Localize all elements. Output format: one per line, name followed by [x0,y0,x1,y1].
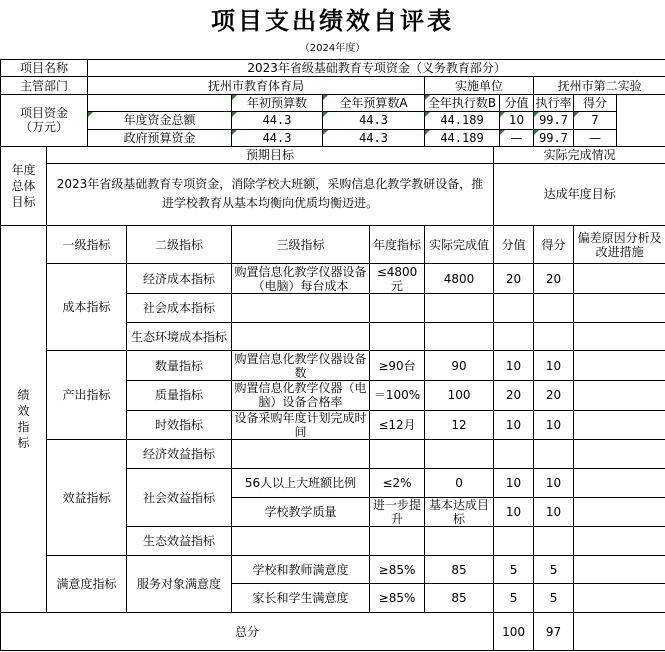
level1-satisfaction: 满意度指标 [47,555,127,612]
self-evaluation-table [0,59,665,651]
level2-social-benefit: 社会效益指标 [127,468,232,526]
level3-teaching-quality: 学校教学质量 [232,497,370,527]
score-value-large-class-ratio: 10 [494,468,534,497]
score-value-cost-per-unit: 20 [494,264,534,294]
header-score: 得分 [574,94,617,111]
score-parent-satisfaction: 5 [534,584,574,613]
header-level1: 一级指标 [47,225,127,264]
actual-completion: 达成年度目标 [494,164,665,225]
level3-cost-per-unit: 购置信息化教学仪器设备（电脑）每台成本 [232,264,370,294]
performance-indicators-label: 绩效指标 [1,225,47,612]
score-value-device-count: 10 [494,351,534,381]
level1-output: 产出指标 [47,351,127,440]
target-completion-time: ≤12月 [370,410,425,440]
expected-goal: 2023年省级基础教育专项资金，消除学校大班额，采购信息化教学教研设备，推进学校教育从基本均衡向优质均衡迈进。 [47,164,494,225]
header-score-value: 分值 [500,94,534,111]
level3-pass-rate: 购置信息化教学仪器（电脑）设备合格率 [232,380,370,410]
score-pass-rate: 20 [534,380,574,410]
year-label: （2024年度） [299,43,366,54]
target-large-class-ratio: ≤2% [370,468,425,497]
target-pass-rate: ＝100% [370,380,425,410]
header-annual-target: 年度指标 [370,225,425,264]
score-value-parent-satisfaction: 5 [494,584,534,613]
header-level2: 二级指标 [127,225,232,264]
project-name: 2023年省级基础教育专项资金（义务教育部分） [88,60,665,77]
project-name-label: 项目名称 [1,60,88,77]
target-parent-satisfaction: ≥85% [370,584,425,613]
implementing-unit: 抚州市第二实验 [534,77,665,94]
target-device-count: ≥90台 [370,351,425,381]
level2-economic-benefit: 经济效益指标 [127,440,232,469]
total-score-value: 100 [494,613,534,651]
actual-pass-rate: 100 [425,380,494,410]
actual-device-count: 90 [425,351,494,381]
department: 抚州市教育体育局 [88,77,425,94]
actual-completion-header: 实际完成情况 [494,146,665,163]
funds-row-gov-name: 政府预算资金 [88,129,232,146]
score-cost-per-unit: 20 [534,264,574,294]
level2-social-cost: 社会成本指标 [127,294,232,323]
level2-timeliness: 时效指标 [127,410,232,440]
funds-total-initial: 44.3 [232,112,323,129]
score-value-teacher-satisfaction: 5 [494,555,534,584]
funds-label: 项目资金 （万元） [1,94,88,146]
header-indicator-score-value: 分值 [494,225,534,264]
funds-total-annual: 44.3 [323,112,425,129]
level1-cost: 成本指标 [47,264,127,351]
score-value-completion-time: 10 [494,410,534,440]
department-label: 主管部门 [1,77,88,94]
funds-gov-score: — [574,129,617,146]
score-value-pass-rate: 20 [494,380,534,410]
level2-eco-cost: 生态环境成本指标 [127,322,232,351]
actual-teacher-satisfaction: 85 [425,555,494,584]
page-title: 项目支出绩效自评表 [211,6,454,35]
level3-parent-satisfaction: 家长和学生满意度 [232,584,370,613]
level3-teacher-satisfaction: 学校和教师满意度 [232,555,370,584]
funds-total-rate: 99.7 [534,112,574,129]
total-score: 97 [534,613,574,651]
level2-quality: 质量指标 [127,380,232,410]
target-teacher-satisfaction: ≥85% [370,555,425,584]
level2-eco-benefit: 生态效益指标 [127,527,232,556]
funds-total-score-value: 10 [500,112,534,129]
score-teacher-satisfaction: 5 [534,555,574,584]
actual-cost-per-unit: 4800 [425,264,494,294]
header-deviation: 偏差原因分析及改进措施 [574,225,665,264]
total-label: 总分 [1,613,494,651]
score-completion-time: 10 [534,410,574,440]
target-cost-per-unit: ≤4800元 [370,264,425,294]
score-value-teaching-quality: 10 [494,497,534,527]
header-annual-budget: 全年预算数A [323,94,425,111]
actual-completion-time: 12 [425,410,494,440]
funds-gov-score-value: — [500,129,534,146]
implementing-unit-label: 实施单位 [425,77,534,94]
header-initial-budget: 年初预算数 [232,94,323,111]
expected-goal-header: 预期目标 [47,146,494,163]
funds-gov-annual: 44.3 [323,129,425,146]
funds-gov-executed: 44.189 [425,129,500,146]
header-actual-value: 实际完成值 [425,225,494,264]
level2-economic-cost: 经济成本指标 [127,264,232,294]
header-indicator-score: 得分 [534,225,574,264]
funds-gov-rate: 99.7 [534,129,574,146]
score-large-class-ratio: 10 [534,468,574,497]
funds-gov-initial: 44.3 [232,129,323,146]
actual-large-class-ratio: 0 [425,468,494,497]
header-execution-rate: 执行率 [535,95,572,110]
overall-goal-label: 年度总体目标 [1,146,47,225]
header-executed: 全年执行数B [425,94,500,111]
funds-total-executed: 44.189 [425,112,500,129]
actual-teaching-quality: 基本达成目标 [425,497,494,527]
funds-total-score: 7 [574,112,617,129]
level2-service-satisfaction: 服务对象满意度 [127,555,232,612]
level1-benefit: 效益指标 [47,440,127,556]
level2-quantity: 数量指标 [127,351,232,381]
score-teaching-quality: 10 [534,497,574,527]
actual-parent-satisfaction: 85 [425,584,494,613]
level3-device-count: 购置信息化教学仪器设备数 [232,351,370,381]
level3-completion-time: 设备采购年度计划完成时间 [232,410,370,440]
level3-large-class-ratio: 56人以上大班额比例 [232,468,370,497]
header-level3: 三级指标 [232,225,370,264]
score-device-count: 10 [534,351,574,381]
target-teaching-quality: 进一步提升 [370,497,425,527]
funds-row-total-name: 年度资金总额 [88,112,232,129]
